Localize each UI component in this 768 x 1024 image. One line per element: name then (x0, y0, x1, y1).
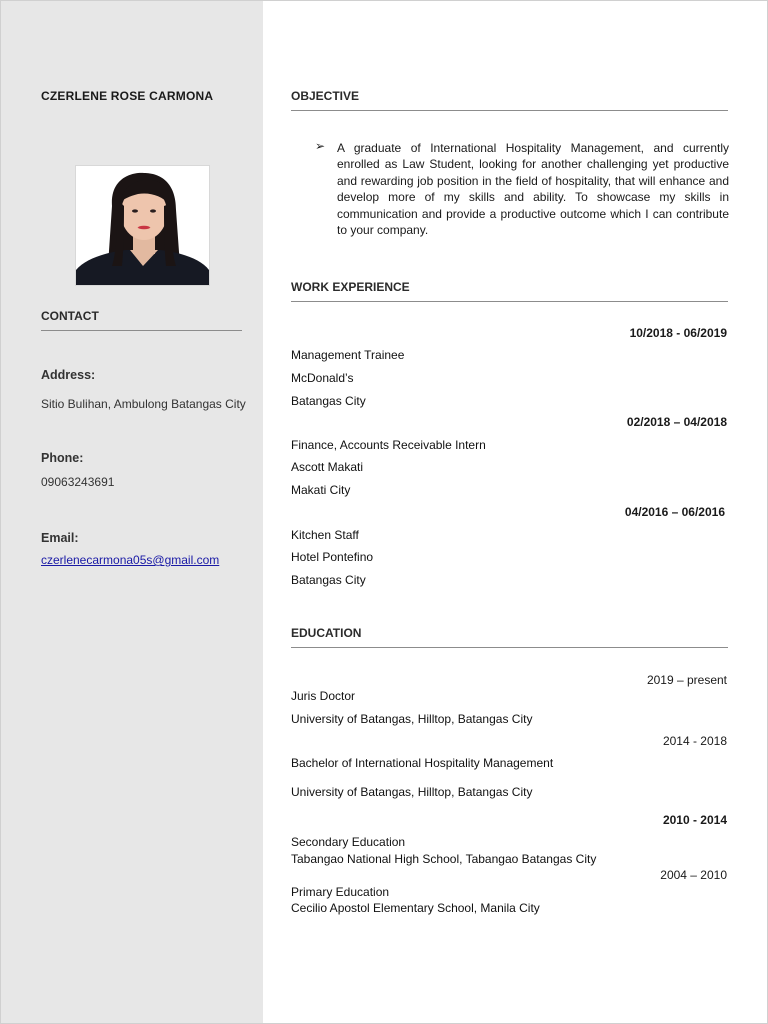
job-dates: 10/2018 - 06/2019 (629, 326, 727, 340)
job-company: McDonald’s (291, 371, 354, 385)
profile-photo (75, 165, 210, 286)
education-school: Cecilio Apostol Elementary School, Manila City (291, 901, 540, 915)
email-label: Email: (41, 531, 79, 545)
objective-divider (291, 110, 728, 111)
education-school: University of Batangas, Hilltop, Batangas City (291, 712, 533, 726)
education-degree: Secondary Education (291, 835, 406, 849)
arrow-bullet-icon: ➢ (315, 139, 326, 153)
email-link[interactable]: czerlenecarmona05s@gmail.com (41, 553, 220, 567)
job-position: Kitchen Staff (291, 528, 359, 542)
education-divider (291, 647, 728, 648)
education-dates: 2010 - 2014 (662, 813, 727, 827)
candidate-name: CZERLENE ROSE CARMONA (41, 89, 214, 103)
job-dates: 04/2016 – 06/2016 (624, 505, 725, 519)
work-divider (291, 301, 728, 302)
education-dates: 2004 – 2010 (660, 868, 727, 882)
job-company: Hotel Pontefino (291, 550, 374, 564)
phone-value: 09063243691 (41, 475, 115, 489)
education-school: University of Batangas, Hilltop, Batangas City (291, 785, 533, 799)
job-dates: 02/2018 – 04/2018 (626, 415, 727, 429)
sidebar (1, 1, 263, 1023)
education-dates: 2014 - 2018 (662, 734, 727, 748)
education-dates: 2019 – present (646, 673, 727, 687)
objective-text: A graduate of International Hospitality Management, and currently enrolled as Law Student, looking for another challenging yet productive and rewarding job position in the field of hospitality, that will enhance and develop more of my skills and ability. To showcase my skills in communication and provide a productive outcome which I can contribute to your company. (337, 141, 729, 238)
job-position: Finance, Accounts Receivable Intern (291, 438, 486, 452)
address-value: Sitio Bulihan, Ambulong Batangas City (41, 397, 246, 411)
education-school: Tabangao National High School, Tabangao Batangas City (291, 852, 597, 866)
job-location: Makati City (291, 483, 351, 497)
objective-heading: OBJECTIVE (291, 89, 360, 103)
education-degree: Juris Doctor (291, 689, 356, 703)
profile-photo-image (76, 166, 209, 285)
job-location: Batangas City (291, 573, 366, 587)
education-heading: EDUCATION (291, 626, 362, 640)
phone-label: Phone: (41, 451, 84, 465)
job-company: Ascott Makati (291, 460, 364, 474)
address-label: Address: (41, 368, 96, 382)
education-degree: Bachelor of International Hospitality Management (291, 756, 554, 770)
contact-heading: CONTACT (41, 309, 99, 323)
education-degree: Primary Education (291, 885, 390, 899)
work-heading: WORK EXPERIENCE (291, 280, 410, 294)
contact-divider (41, 330, 242, 331)
job-position: Management Trainee (291, 348, 405, 362)
job-location: Batangas City (291, 394, 366, 408)
